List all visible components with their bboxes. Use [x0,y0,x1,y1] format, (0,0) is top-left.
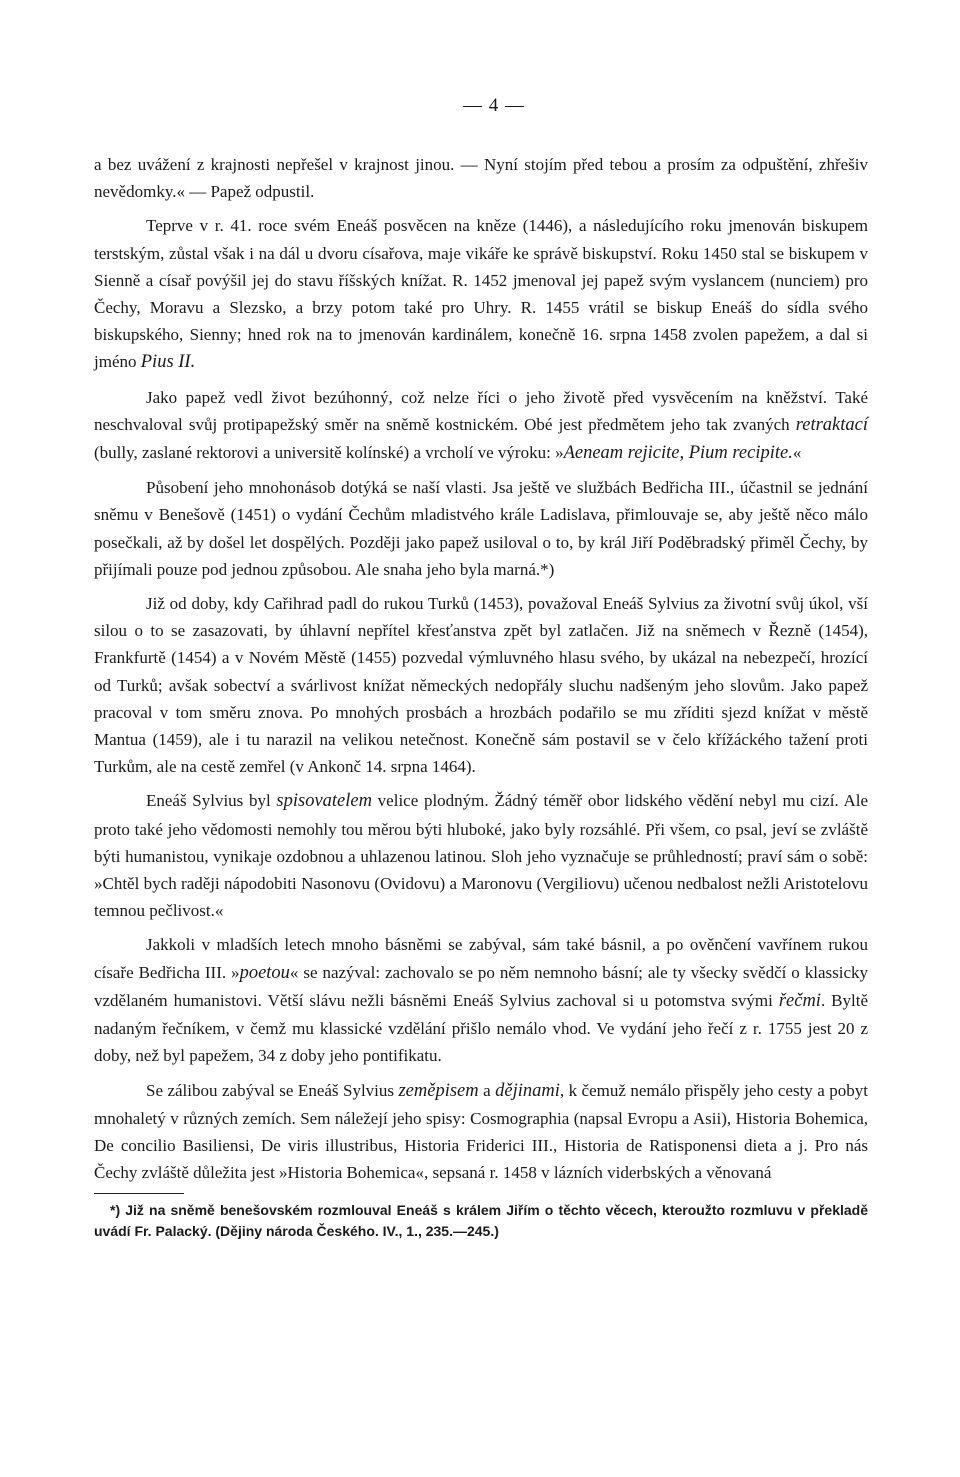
paragraph-text: . Byltě nadaným řečníkem, v čemž mu klassické vzdělání přišlo nemálo vhod. Ve vydání jeho řečí z r. 1755 jest 20 z doby, než byl papežem, 34 z doby jeho pontifikatu. [94,990,868,1066]
paragraph-text: Jakkoli v mladších letech mnoho básněmi se zabýval, sám také básnil, a po ověnčení vavřínem rukou císaře Bedřicha III. » [94,935,868,982]
paragraph-text: (bully, zaslané rektorovi a universitě kolínské) a vrcholí ve výroku: » [94,443,564,463]
paragraph-text: Jako papež vedl život bezúhonný, což nelze říci o jeho životě před vysvěcením na kněžství. Také neschvaloval svůj protipapežský směr na sněmě kostnickém. Obé jest předmětem jeho tak zvaných [94,387,868,434]
emphasized-term: dějinami [495,1080,560,1101]
paragraph [94,474,868,583]
body-text [94,151,868,1186]
paragraph [94,931,868,1069]
page-number: — 4 — [463,95,525,116]
paragraph-text: Teprve v r. 41. roce svém Eneáš posvěcen na kněze (1446), a následujícího roku jmenován biskupem terstským, zůstal však i na dál u dvoru císařova, maje vikáře ke správě biskupství. Roku 1450 stal se biskupem v Sienně a císař povýšil jej do stavu říšských knížat. R. 1452 jmenoval jej papež svým vyslancem (nunciem) pro Čechy, Moravu a Slezsko, a brzy potom také pro Uhry. R. 1455 vrátil se biskup Eneáš do sídla svého biskupského, Sienny; hned rok na to jmenován kardinálem, konečně 16. srpna 1458 zvolen papežem, a dal si jméno [94,216,868,372]
emphasized-term: Aeneam rejicite, Pium recipite. [563,443,793,464]
paragraph-text: Již od doby, kdy Cařihrad padl do rukou Turků (1453), považoval Eneáš Sylvius za životní svůj úkol, vší silou o to se zasazovati, by úhlavní nepřítel křesťanstva zpět byl zatlačen. Již na sněmech v Řezně (1454), Frankfurtě (1454) a v Novém Městě (1455) pozvedal výmluvného hlasu svého, by ukázal na nebezpečí, hrozící od Turků; avšak sobectví a svárlivost knížat německých nedopřály sluchu nadšeným jeho slovům. Jako papež pracoval v tom směru znova. Po mnohých prosbách a hrozbách podařilo se mu zříditi sjezd knížat v městě Mantua (1459), ale i tu narazil na velikou netečnost. Konečně sám postavil se v čelo křížáckého tažení proti Turkům, ale na cestě zemřel (v Ankonč 14. srpna 1464). [94,594,868,777]
paragraph-text: a [478,1080,496,1100]
paragraph-text: Eneáš Sylvius byl [146,791,277,811]
paragraph [94,212,868,376]
paragraph [94,151,868,205]
paragraph-text: , k čemuž nemálo přispěly jeho cesty a pobyt mnohaletý v různých zemích. Sem náležejí jeho spisy: Cosmographia (napsal Evropu a Asii), Historia Bohemica, De concilio Basiliensi, De viris illustribus, Historia Friderici III., Historia de Ratisponensi dieta a j. Pro nás Čechy zvláště důležita jest »Historia Bohemica«, sepsaná r. 1458 v lázních viderbských a věnovaná [94,1080,868,1183]
paragraph [94,1077,868,1187]
paragraph-text: « [792,443,802,463]
footnote-separator [94,1193,184,1194]
emphasized-term: poetou [239,962,290,983]
paragraph-text: Se zálibou zabýval se Eneáš Sylvius [146,1080,399,1100]
book-page [94,95,868,1242]
paragraph [94,384,868,468]
emphasized-term: řečmi [778,990,821,1011]
paragraph [94,787,868,924]
emphasized-term: zeměpisem [398,1080,479,1101]
footnote: *) Již na sněmě benešovském rozmlouval Eneáš s králem Jiřím o těchto věcech, kteroužto rozmluvu v překladě uvádí Fr. Palacký. (Dějiny národa Českého. IV., 1., 235.—245.) [94,1202,868,1240]
paragraph-text: Působení jeho mnohonásob dotýká se naší vlasti. Jsa ještě ve službách Bedřicha III., účastnil se jednání sněmu v Benešově (1451) o vydání Čechům mladistvého krále Ladislava, přimlouvaje se, aby ještě něco málo posečkali, až by došel let dospělých. Později jako papež usiloval o to, by král Jiří Poděbradský přiměl Čechy, by přijímali pouze pod jednou způsobou. Ale snaha jeho byla marná.*) [94,478,868,579]
paragraph-text: velice plodným. Žádný téměř obor lidského vědění nebyl mu cizí. Ale proto také jeho vědomosti nemohly tou měrou býti hluboké, jako byly rozsáhlé. Při všem, co psal, jeví se zvláště býti humanistou, vynikaje ozdobnou a uhlazenou latinou. Sloh jeho vyznačuje se průhledností; praví sám o sobě: »Chtěl bych raději nápodobiti Nasonovu (Ovidovu) a Maronovu (Vergiliovu) učenou nedbalost nežli Aristotelovu temnou pečlivost.« [94,791,868,921]
emphasized-term: spisovatelem [276,791,372,812]
emphasized-term: retraktací [795,414,868,435]
emphasized-term: Pius II. [140,352,196,373]
paragraph-text: « se nazýval: zachovalo se po něm nemnoho básní; ale ty všecky svědčí o klassicky vzdělaném humanistovi. Větší slávu nežli básněmi Eneáš Sylvius zachoval si u potomstva svými [94,962,868,1010]
paragraph [94,590,868,780]
paragraph-text: a bez uvážení z krajnosti nepřešel v krajnost jinou. — Nyní stojím před tebou a prosím za odpuštění, zhřešiv nevědomky.« — Papež odpustil. [94,155,868,202]
